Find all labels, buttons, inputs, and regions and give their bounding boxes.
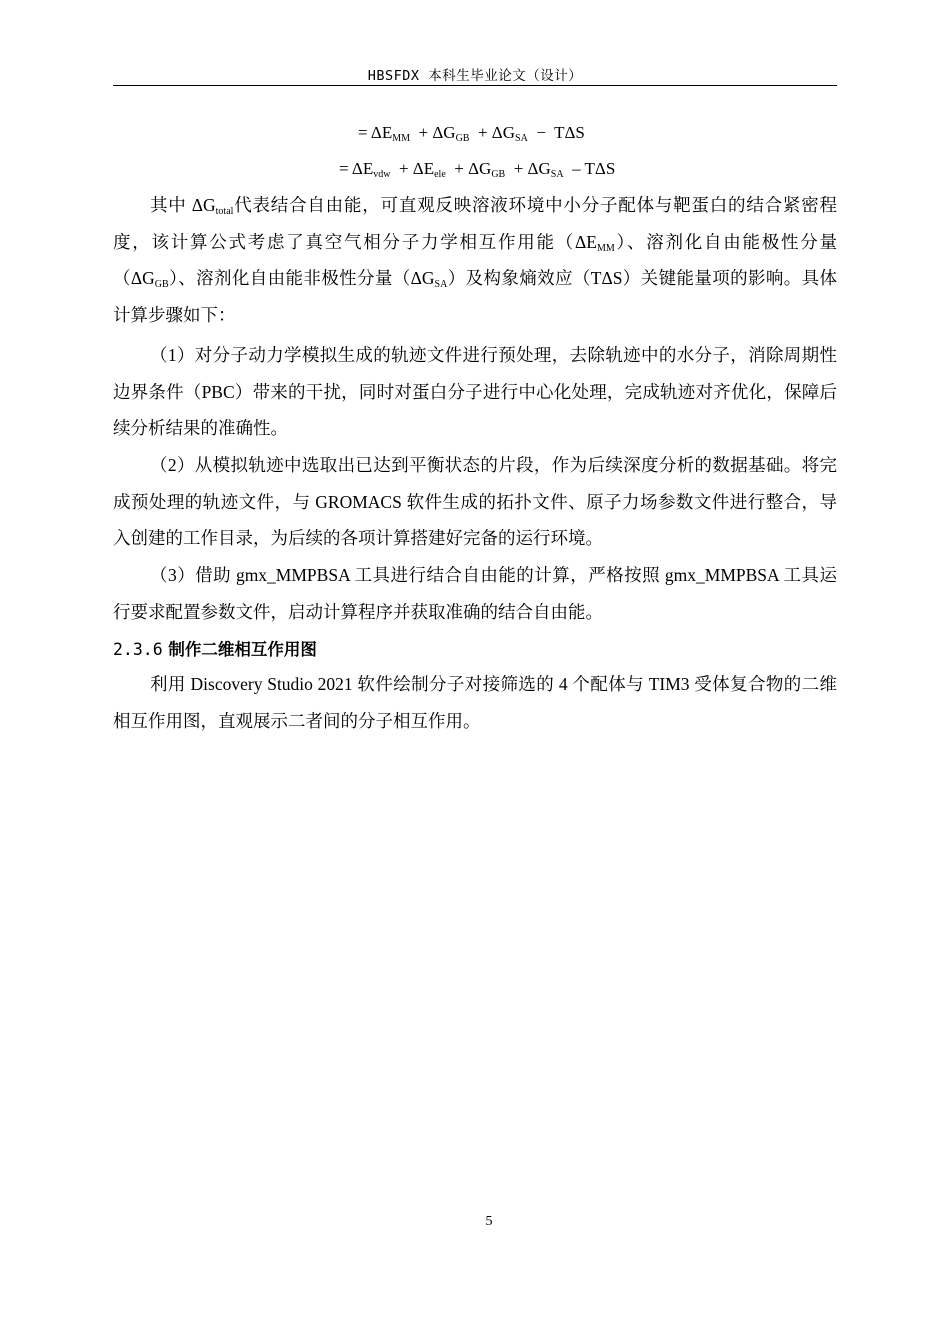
header-rule — [113, 85, 837, 86]
page-header: HBSFDX 本科生毕业论文（设计） — [367, 68, 583, 84]
paragraph-binding-energy: 其中 $\Delta G_{total}$代表结合自由能，可直观反映溶液环境中小分子配体与靶蛋白的结合紧密程度，该计算公式考虑了真空气相分子力学相互作用能$(\Delta E_{MM})$、溶剂化自由能极性分量$(\Delta G_{GB})$、溶剂化自由能非极性分量$(\Delta G_{SA})$及构象熵效应（TΔS）关键能量项的影响。具体计算步骤如下： — [113, 195, 837, 325]
section-heading: 2.3.6 制作二维相互作用图 — [113, 640, 317, 659]
paragraph-2d-interaction: 利用 Discovery Studio 2021 软件绘制分子对接筛选的 4 个配体与 TIM3 受体复合物的二维相互作用图，直观展示二者间的分子相互作用。 — [113, 674, 837, 731]
page-number: 5 — [485, 1214, 493, 1229]
step-3: （3）借助 gmx_MMPBSA 工具进行结合自由能的计算，严格按照 gmx_MMPBSA 工具运行要求配置参数文件，启动计算程序并获取准确的结合自由能。 — [113, 565, 837, 622]
equation-line-1: = $\Delta E_{MM} + \Delta G_{GB} + \Delta G_{SA} - T\Delta S$ — [358, 123, 585, 144]
equation-line-2: = $\Delta E_{vdw} + \Delta E_{ele} + \Delta G_{GB} + \Delta G_{SA} - T\Delta S$ — [339, 159, 616, 180]
step-2: （2）从模拟轨迹中选取出已达到平衡状态的片段，作为后续深度分析的数据基础。将完成预处理的轨迹文件，与 GROMACS 软件生成的拓扑文件、原子力场参数文件进行整合，导入创建的工作目录，为后续的各项计算搭建好完备的运行环境。 — [113, 455, 837, 548]
step-1: （1）对分子动力学模拟生成的轨迹文件进行预处理，去除轨迹中的水分子，消除周期性边界条件（PBC）带来的干扰，同时对蛋白分子进行中心化处理，完成轨迹对齐优化，保障后续分析结果的准确性。 — [113, 345, 837, 438]
